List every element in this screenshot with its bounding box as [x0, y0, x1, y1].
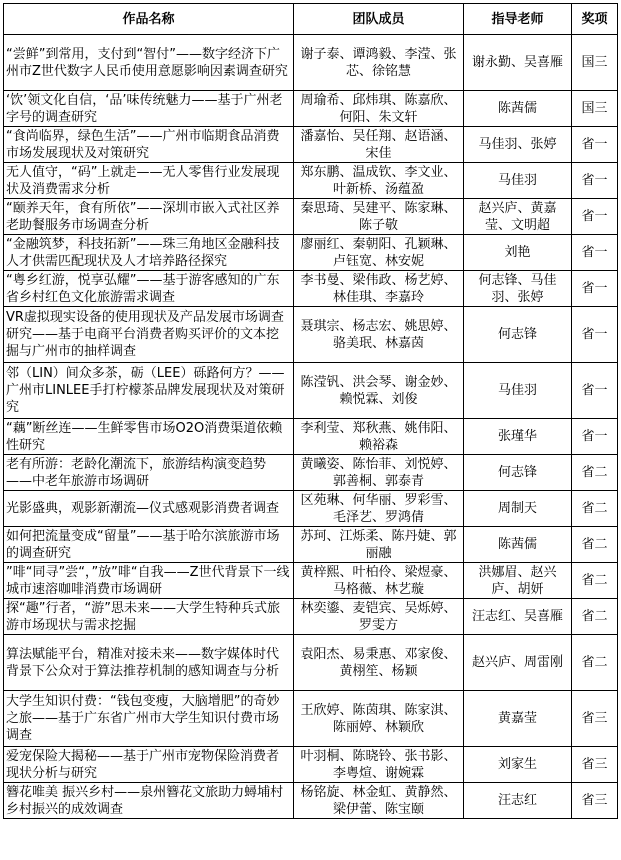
advisor: 张瑾华 — [464, 419, 572, 455]
team-members: 廖丽红、秦朝阳、孔颖琳、卢钰宽、林安妮 — [294, 235, 464, 271]
award: 省一 — [572, 363, 618, 419]
table-row — [4, 91, 618, 127]
table-row — [4, 635, 618, 691]
table-row — [4, 783, 618, 819]
team-members: 潘嘉怡、吴任翔、赵语涵、宋佳 — [294, 127, 464, 163]
work-title: 邻（LIN）间众多茶，砺（LEE）砾路何方？——广州市LINLEE手打柠檬茶品牌发展现状及对策研究 — [4, 363, 294, 419]
advisor: 马佳羽、张婷 — [464, 127, 572, 163]
advisor: 陈茜儒 — [464, 91, 572, 127]
table-row — [4, 127, 618, 163]
advisor: 何志锋、马佳羽、张婷 — [464, 271, 572, 307]
advisor: 洪娜眉、赵兴庐、胡妍 — [464, 563, 572, 599]
team-members: 袁阳杰、易秉惠、邓家俊、黄栩笙、杨颖 — [294, 635, 464, 691]
work-title: 探“趣”行者，“游”思未来——大学生特种兵式旅游市场现状与需求挖掘 — [4, 599, 294, 635]
work-title: 爱宠保险大揭秘——基于广州市宠物保险消费者现状分析与研究 — [4, 747, 294, 783]
table-row — [4, 563, 618, 599]
award: 国三 — [572, 35, 618, 91]
table-row — [4, 691, 618, 747]
advisor: 黄嘉莹 — [464, 691, 572, 747]
team-members: 苏珂、江烁柔、陈丹婕、郭丽融 — [294, 527, 464, 563]
header-advisor: 指导老师 — [464, 4, 572, 35]
advisor: 何志锋 — [464, 455, 572, 491]
advisor: 马佳羽 — [464, 363, 572, 419]
team-members: 李书曼、梁伟政、杨艺婷、林佳琪、李嘉玲 — [294, 271, 464, 307]
table-row — [4, 271, 618, 307]
team-members: 周瑜希、邱炜琪、陈嘉欣、何阳、朱文轩 — [294, 91, 464, 127]
team-members: 聂琪宗、杨志宏、姚思婷、骆美珉、林嘉茵 — [294, 307, 464, 363]
work-title: 无人值守，“码”上就走——无人零售行业发展现状及消费需求分析 — [4, 163, 294, 199]
table-row — [4, 455, 618, 491]
header-row — [4, 4, 618, 35]
advisor: 汪志红 — [464, 783, 572, 819]
advisor: 陈茜儒 — [464, 527, 572, 563]
advisor: 赵兴庐、黄嘉莹、文明超 — [464, 199, 572, 235]
work-title: “金融筑梦，科技拓新”——珠三角地区金融科技人才供需匹配现状及人才培养路径探究 — [4, 235, 294, 271]
header-award: 奖项 — [572, 4, 618, 35]
team-members: 郑东鹏、温成钦、李文业、叶新桥、汤蕴盈 — [294, 163, 464, 199]
award: 省一 — [572, 419, 618, 455]
advisor: 刘家生 — [464, 747, 572, 783]
work-title: ‘饮’领文化自信，‘品’味传统魅力——基于广州老字号的调查研究 — [4, 91, 294, 127]
table-row — [4, 35, 618, 91]
award: 省一 — [572, 163, 618, 199]
table-row — [4, 599, 618, 635]
team-members: 杨铭旋、林金虹、黄静然、梁伊蕾、陈宝颐 — [294, 783, 464, 819]
advisor: 赵兴庐、周雷刚 — [464, 635, 572, 691]
table-row — [4, 747, 618, 783]
advisor: 何志锋 — [464, 307, 572, 363]
table-row — [4, 235, 618, 271]
award: 省二 — [572, 599, 618, 635]
work-title: “粤乡红游，悦享弘耀”——基于游客感知的广东省乡村红色文化旅游需求调查 — [4, 271, 294, 307]
work-title: ”啡“同寻”尝“，”放”啡“自我——Z世代背景下一线城市速溶咖啡消费市场调研 — [4, 563, 294, 599]
award: 省二 — [572, 527, 618, 563]
advisor: 刘艳 — [464, 235, 572, 271]
award: 省二 — [572, 563, 618, 599]
work-title: 大学生知识付费：“钱包变瘦，大脑增肥”的奇妙之旅——基于广东省广州市大学生知识付费市场调查 — [4, 691, 294, 747]
work-title: VR虚拟现实设备的使用现状及产品发展市场调查研究——基于电商平台消费者购买评价的文本挖掘与广州市的抽样调查 — [4, 307, 294, 363]
header-title: 作品名称 — [4, 4, 294, 35]
team-members: 黄曦姿、陈怡菲、刘悦婷、郭善桐、郭泰青 — [294, 455, 464, 491]
award: 省三 — [572, 691, 618, 747]
award: 国三 — [572, 91, 618, 127]
team-members: 区苑琳、何华丽、罗彩雪、毛泽艺、罗鸿倩 — [294, 491, 464, 527]
table-row — [4, 419, 618, 455]
team-members: 陈滢钒、洪会琴、谢金妙、赖悦霖、刘俊 — [294, 363, 464, 419]
work-title: 老有所游：老龄化潮流下，旅游结构演变趋势——中老年旅游市场调研 — [4, 455, 294, 491]
table-row — [4, 491, 618, 527]
award: 省二 — [572, 635, 618, 691]
award: 省一 — [572, 271, 618, 307]
team-members: 谢子泰、谭鸿毅、李滢、张芯、徐铭慧 — [294, 35, 464, 91]
award: 省一 — [572, 235, 618, 271]
advisor: 谢永勤、吴喜雁 — [464, 35, 572, 91]
award: 省一 — [572, 199, 618, 235]
work-title: 光影盛典，观影新潮流—仪式感观影消费者调查 — [4, 491, 294, 527]
work-title: “藕”断丝连——生鲜零售市场O2O消费渠道依赖性研究 — [4, 419, 294, 455]
header-members: 团队成员 — [294, 4, 464, 35]
team-members: 王欣婷、陈茵琪、陈家淇、陈丽婷、林颖欣 — [294, 691, 464, 747]
team-members: 叶羽桐、陈晓铃、张书影、李粤煊、谢婉霖 — [294, 747, 464, 783]
team-members: 黄梓熙、叶柏伶、梁煜豪、马格薇、林艺璇 — [294, 563, 464, 599]
award: 省三 — [572, 783, 618, 819]
team-members: 李利莹、郑秋燕、姚伟阳、赖裕森 — [294, 419, 464, 455]
table-row — [4, 163, 618, 199]
award: 省一 — [572, 307, 618, 363]
team-members: 林奕鎏、麦铠宾、吴烁婷、罗雯方 — [294, 599, 464, 635]
award: 省三 — [572, 747, 618, 783]
award: 省二 — [572, 455, 618, 491]
work-title: “尝鲜”到常用，支付到“智付”——数字经济下广州市Z世代数字人民币使用意愿影响因素调查研究 — [4, 35, 294, 91]
advisor: 周制天 — [464, 491, 572, 527]
work-title: 簪花唯美 振兴乡村——泉州簪花文旅助力蟳埔村乡村振兴的成效调查 — [4, 783, 294, 819]
award: 省二 — [572, 491, 618, 527]
advisor: 汪志红、吴喜雁 — [464, 599, 572, 635]
table-row — [4, 307, 618, 363]
award: 省一 — [572, 127, 618, 163]
awards-table — [3, 3, 618, 819]
work-title: 如何把流量变成“留量”——基于哈尔滨旅游市场的调查研究 — [4, 527, 294, 563]
work-title: “颐养天年，食有所依”——深圳市嵌入式社区养老助餐服务市场调查分析 — [4, 199, 294, 235]
work-title: 算法赋能平台，精准对接未来——数字媒体时代背景下公众对于算法推荐机制的感知调查与分析 — [4, 635, 294, 691]
table-row — [4, 527, 618, 563]
advisor: 马佳羽 — [464, 163, 572, 199]
team-members: 秦思琦、吴建平、陈家琳、陈子敬 — [294, 199, 464, 235]
table-row — [4, 199, 618, 235]
table-row — [4, 363, 618, 419]
work-title: “食尚临界，绿色生活”——广州市临期食品消费市场发展现状及对策研究 — [4, 127, 294, 163]
